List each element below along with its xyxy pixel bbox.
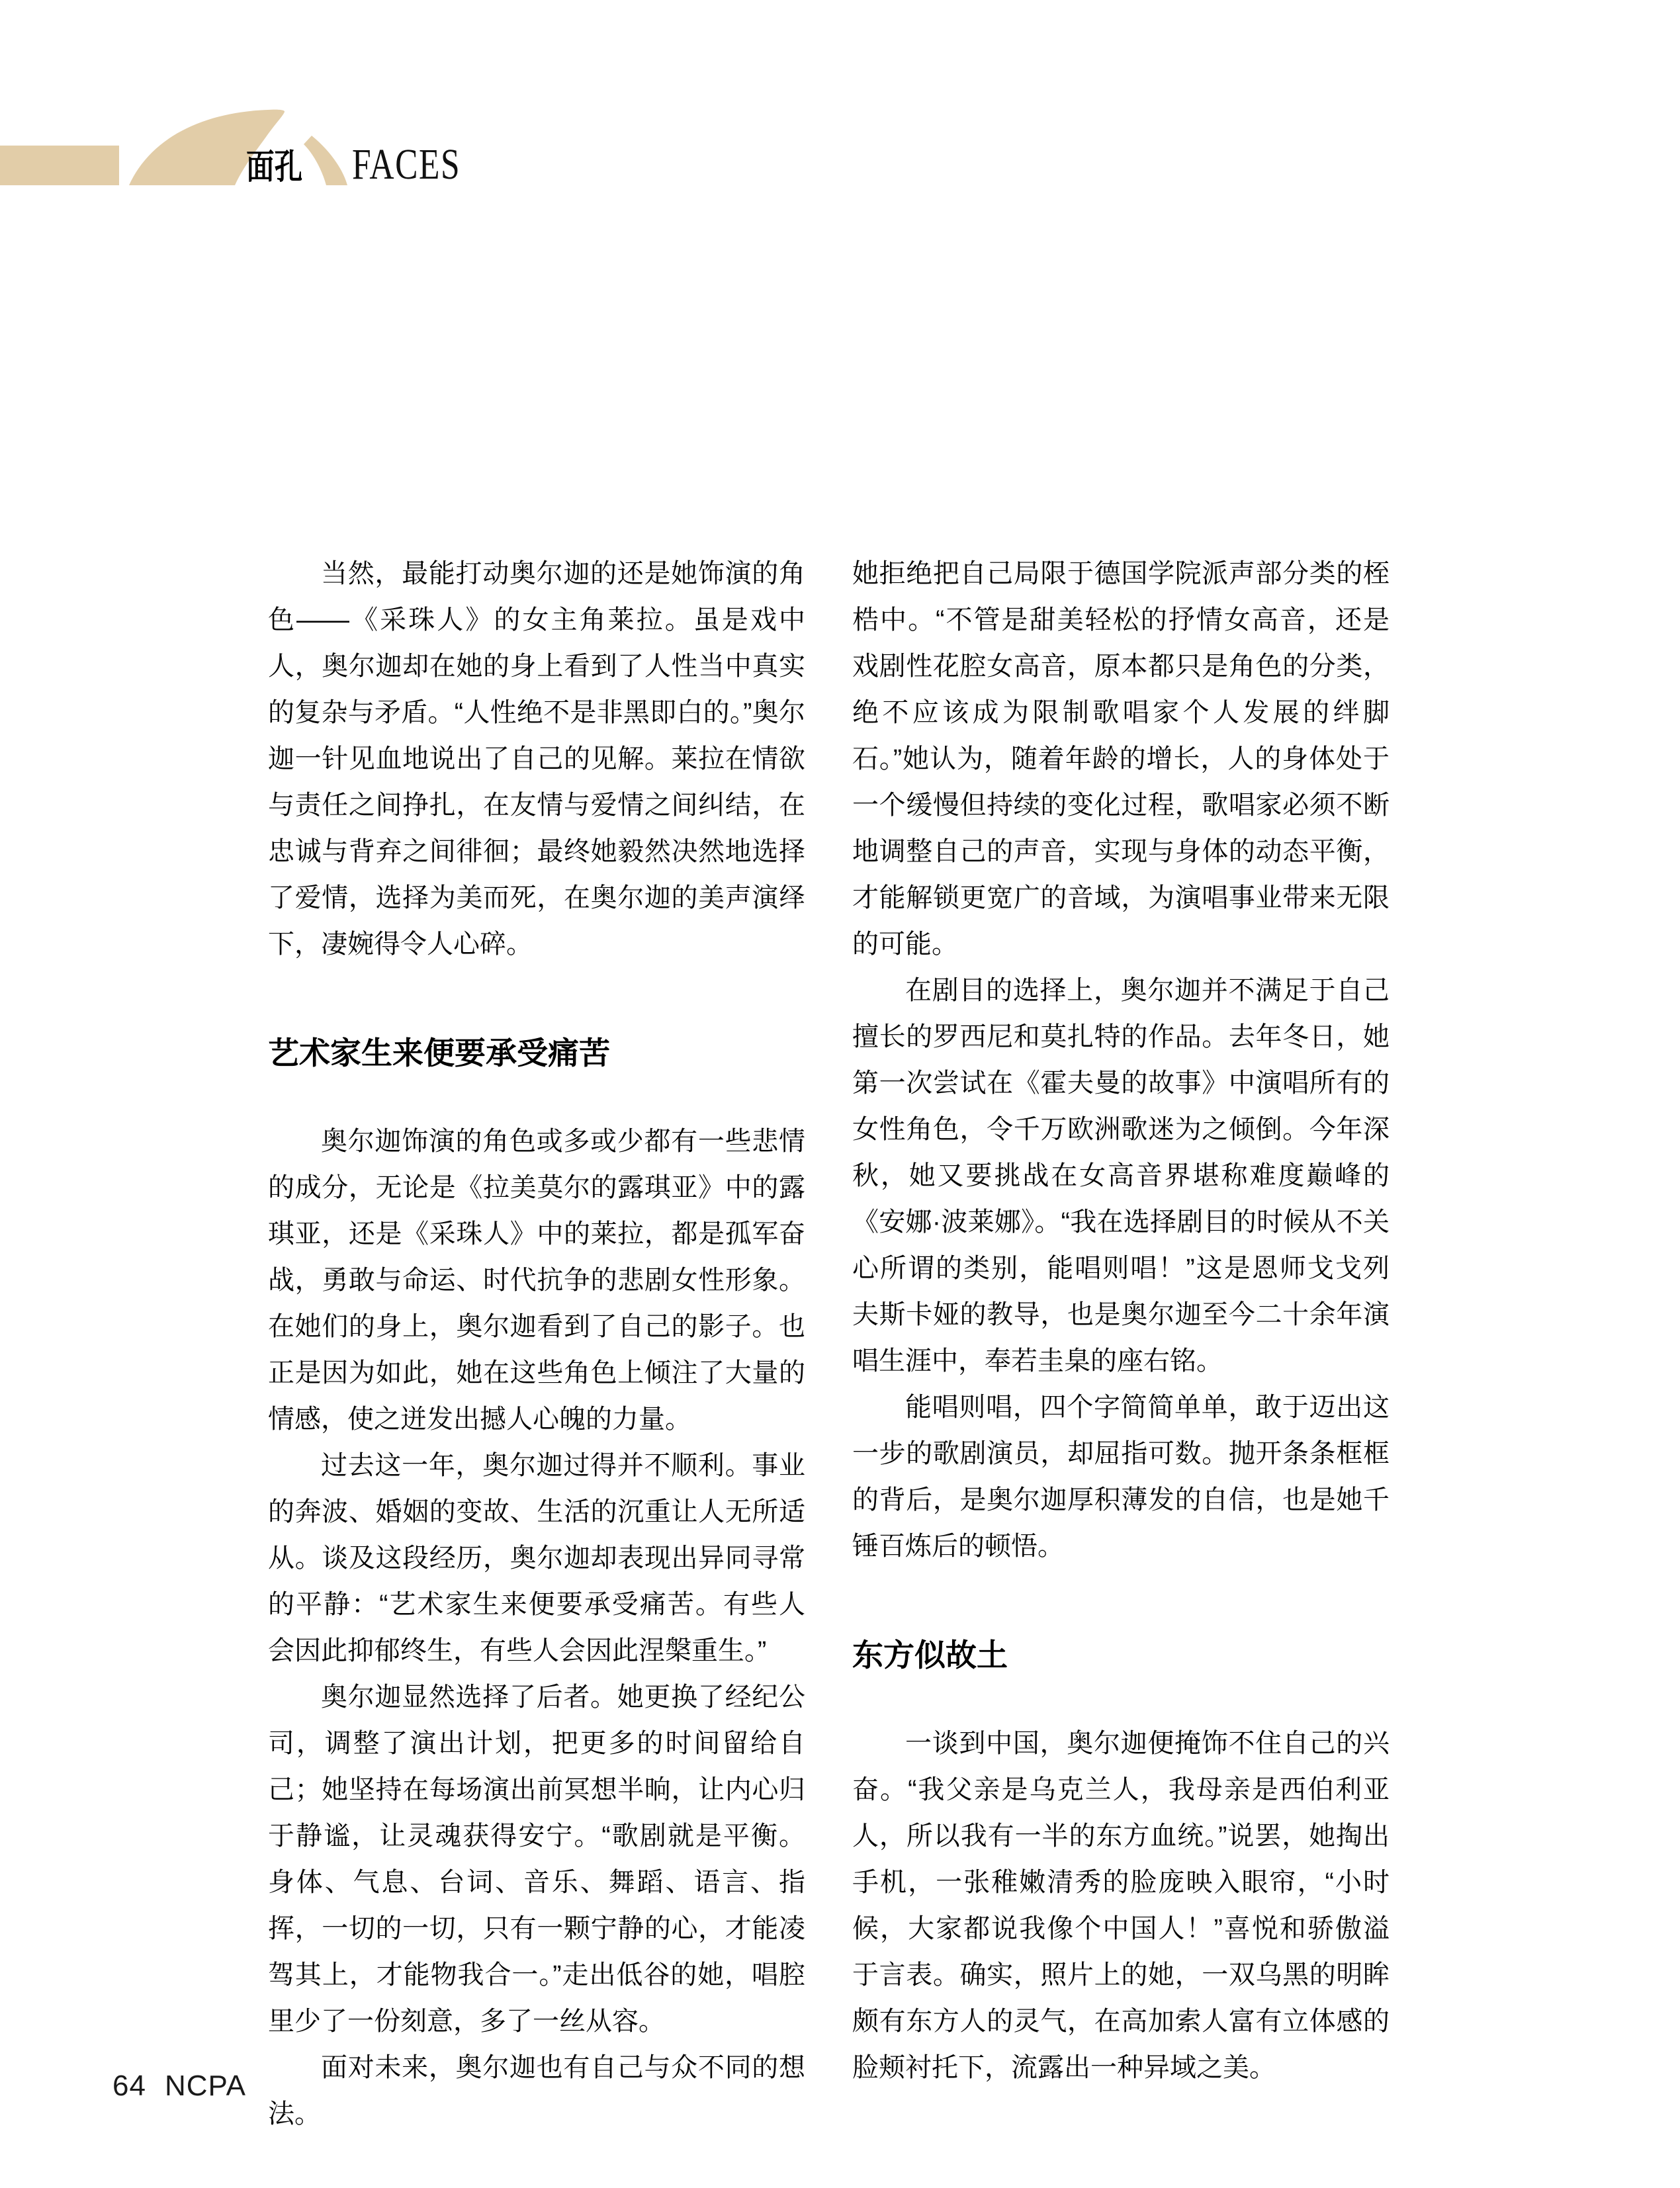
section-title-chinese: 面孔 (246, 148, 303, 187)
article-paragraph: 奥尔迦显然选择了后者。她更换了经纪公司，调整了演出计划，把更多的时间留给自己；她坚持在每场演出前冥想半晌，让内心归于静谧，让灵魂获得安宁。“歌剧就是平衡。身体、气息、台词、音乐、舞蹈、语言、指挥，一切的一切，只有一颗宁静的心，才能凌驾其上，才能物我合一。”走出低谷的她，唱腔里少了一份刻意，多了一丝从容。 (268, 1683, 805, 2036)
article-paragraph: 一谈到中国，奥尔迦便掩饰不住自己的兴奋。“我父亲是乌克兰人，我母亲是西伯利亚人，所以我有一半的东方血统。”说罢，她掏出手机，一张稚嫩清秀的脸庞映入眼帘，“小时候，大家都说我像个中国人！”喜悦和骄傲溢于言表。确实，照片上的她，一双乌黑的明眸颇有东方人的灵气，在高加索人富有立体感的脸颊衬托下，流露出一种异域之美。 (852, 1729, 1390, 2082)
page-number: 64 (112, 2070, 146, 2102)
article-paragraph: 面对未来，奥尔迦也有自己与众不同的想法。 (268, 2053, 805, 2128)
section-heading: 东方似故土 (852, 1638, 1008, 1673)
accent-bar (0, 146, 119, 185)
section-heading: 艺术家生来便要承受痛苦 (268, 1035, 610, 1071)
article-paragraph: 当然，最能打动奥尔迦的还是她饰演的角色——《采珠人》的女主角莱拉。虽是戏中人，奥尔迦却在她的身上看到了人性当中真实的复杂与矛盾。“人性绝不是非黑即白的。”奥尔迦一针见血地说出了自己的见解。莱拉在情欲与责任之间挣扎，在友情与爱情之间纠结，在忠诚与背弃之间徘徊；最终她毅然决然地选择了爱情，选择为美而死，在奥尔迦的美声演绎下，凄婉得令人心碎。 (268, 559, 805, 959)
crescent-swoosh-icon (304, 136, 347, 185)
article-column-right (852, 550, 1390, 2091)
section-title-english: FACES (352, 140, 461, 189)
article-paragraph: 过去这一年，奥尔迦过得并不顺利。事业的奔波、婚姻的变故、生活的沉重让人无所适从。谈及这段经历，奥尔迦却表现出异同寻常的平静：“艺术家生来便要承受痛苦。有些人会因此抑郁终生，有些人会因此涅槃重生。” (268, 1451, 805, 1665)
brand-label: NCPA (164, 2070, 246, 2102)
article-column-left (268, 550, 805, 2137)
header-swoosh-graphic (119, 109, 351, 185)
article-paragraph: 她拒绝把自己局限于德国学院派声部分类的桎梏中。“不管是甜美轻松的抒情女高音，还是戏剧性花腔女高音，原本都只是角色的分类，绝不应该成为限制歌唱家个人发展的绊脚石。”她认为，随着年龄的增长，人的身体处于一个缓慢但持续的变化过程，歌唱家必须不断地调整自己的声音，实现与身体的动态平衡，才能解锁更宽广的音域，为演唱事业带来无限的可能。 (852, 559, 1390, 959)
page-footer (112, 2070, 246, 2103)
article-paragraph: 能唱则唱，四个字简简单单，敢于迈出这一步的歌剧演员，却屈指可数。抛开条条框框的背后，是奥尔迦厚积薄发的自信，也是她千锤百炼后的顿悟。 (852, 1393, 1390, 1561)
article-paragraph: 在剧目的选择上，奥尔迦并不满足于自己擅长的罗西尼和莫扎特的作品。去年冬日，她第一次尝试在《霍夫曼的故事》中演唱所有的女性角色，令千万欧洲歌迷为之倾倒。今年深秋，她又要挑战在女高音界堪称难度巅峰的《安娜·波莱娜》。“我在选择剧目的时候从不关心所谓的类别，能唱则唱！”这是恩师戈戈列夫斯卡娅的教导，也是奥尔迦至今二十余年演唱生涯中，奉若圭臬的座右铭。 (852, 976, 1390, 1376)
article-paragraph: 奥尔迦饰演的角色或多或少都有一些悲情的成分，无论是《拉美莫尔的露琪亚》中的露琪亚，还是《采珠人》中的莱拉，都是孤军奋战，勇敢与命运、时代抗争的悲剧女性形象。在她们的身上，奥尔迦看到了自己的影子。也正是因为如此，她在这些角色上倾注了大量的情感，使之迸发出撼人心魄的力量。 (268, 1127, 805, 1434)
